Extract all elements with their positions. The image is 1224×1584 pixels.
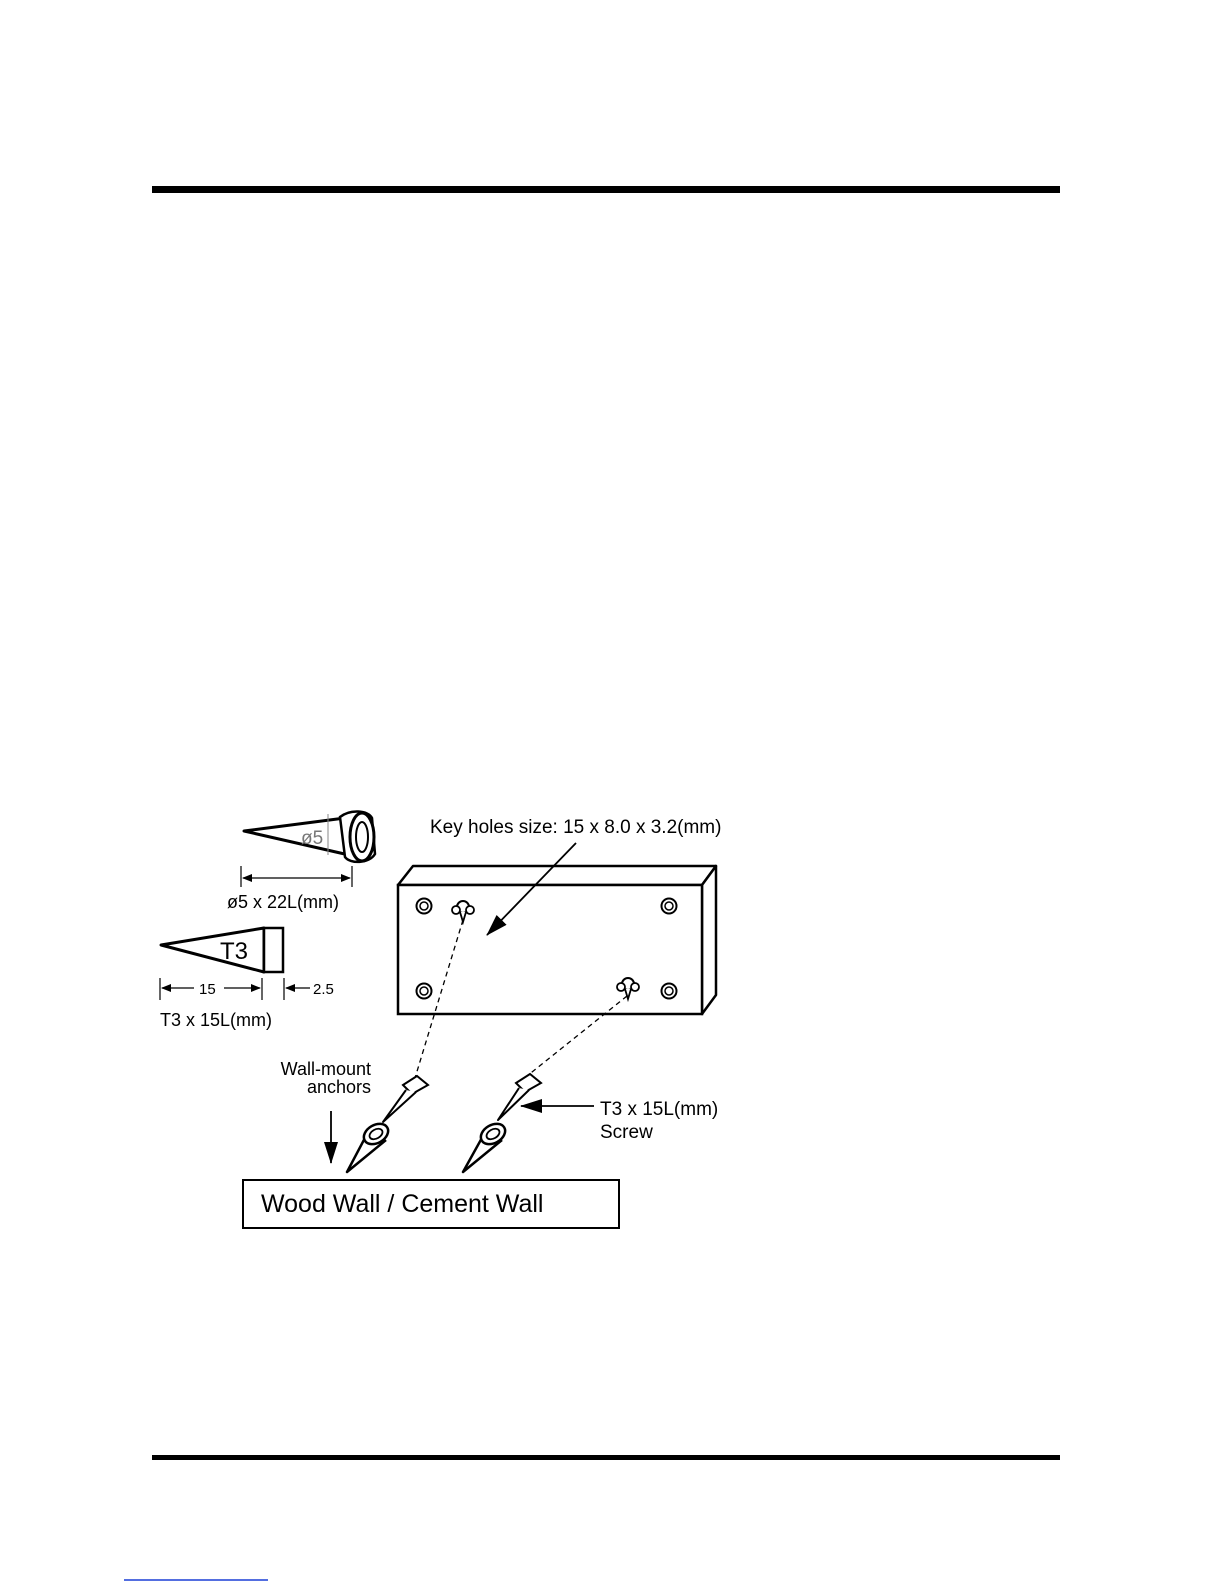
anchor-spec-label: ø5 x 22L(mm): [227, 892, 340, 912]
keyhole-size-label: Key holes size: 15 x 8.0 x 3.2(mm): [430, 817, 722, 838]
screw-spec-label: T3 x 15L(mm): [160, 1010, 273, 1030]
screw-right: [498, 1074, 541, 1120]
mounting-hole: [417, 899, 432, 914]
top-rule: [152, 186, 1060, 193]
mounting-hole: [417, 984, 432, 999]
screw-head-length-label: 2.5: [313, 981, 334, 998]
screw-length-label: 15: [199, 981, 216, 998]
screw-left: [383, 1076, 428, 1122]
anchors-label-line2: anchors: [306, 1077, 371, 1097]
mounting-hole: [662, 899, 677, 914]
screw-callout-line1: T3 x 15L(mm): [600, 1099, 719, 1120]
screw-head-label: T3: [220, 938, 249, 965]
anchor-diameter-label: ø5: [301, 828, 324, 849]
anchors-label-line1: Wall-mount: [280, 1059, 371, 1079]
wall-anchor-left: [347, 1120, 392, 1172]
mounting-hole: [662, 984, 677, 999]
screw-callout-line2: Screw: [600, 1122, 653, 1143]
wall-anchor-right: [463, 1120, 509, 1172]
wall-label: Wood Wall / Cement Wall: [261, 1190, 544, 1218]
bottom-rule: [152, 1455, 1060, 1460]
